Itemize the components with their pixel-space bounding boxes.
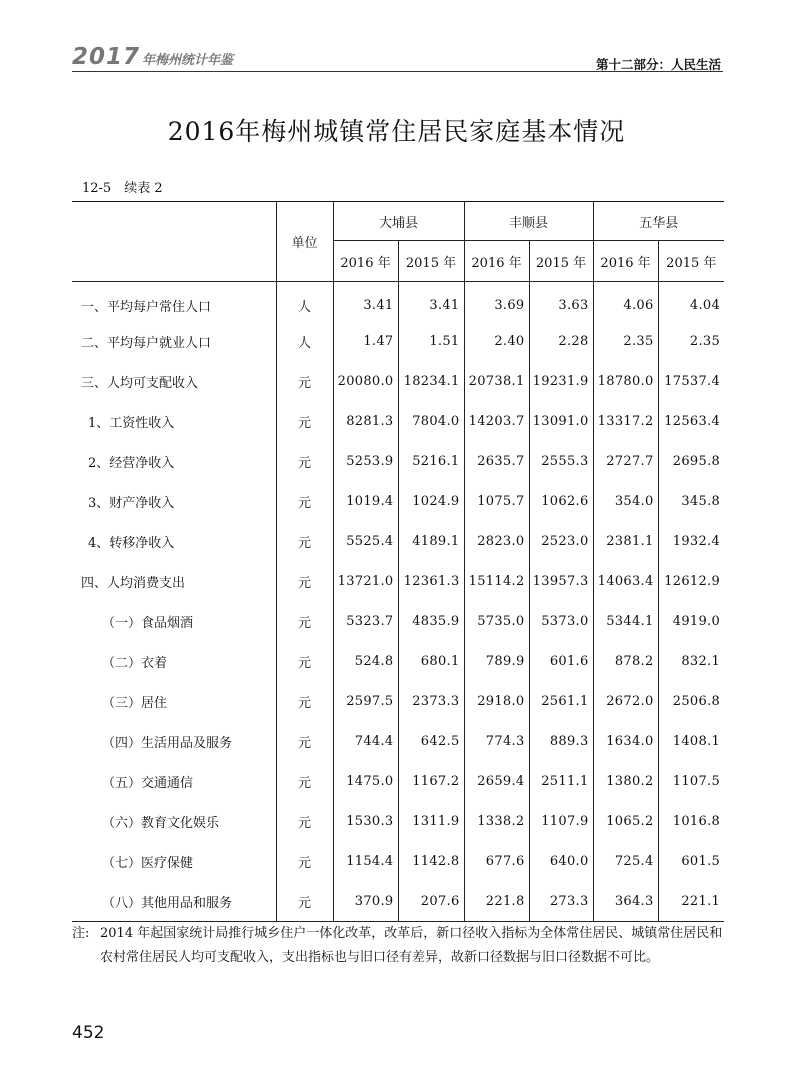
value-cell: 370.9 <box>333 882 398 922</box>
page-number: 452 <box>72 1023 105 1043</box>
row-label: 3、财产净收入 <box>88 496 175 511</box>
book-header <box>72 44 233 70</box>
row-label: （三）居住 <box>102 696 168 711</box>
value-cell: 4.04 <box>658 282 724 322</box>
table-row <box>72 802 724 842</box>
value-cell: 354.0 <box>593 482 658 522</box>
row-unit: 元 <box>276 362 333 402</box>
value-cell: 8281.3 <box>333 402 398 442</box>
value-cell: 1167.2 <box>398 762 464 802</box>
value-cell: 1019.4 <box>333 482 398 522</box>
table-row <box>72 322 724 362</box>
row-label: （八）其他用品和服务 <box>102 895 233 911</box>
value-cell: 1154.4 <box>333 842 398 882</box>
value-cell: 14063.4 <box>593 562 658 602</box>
value-cell: 2695.8 <box>658 442 724 482</box>
row-label: （五）交通通信 <box>102 776 194 791</box>
value-cell: 20738.1 <box>464 362 529 402</box>
row-unit: 元 <box>276 802 333 842</box>
value-cell: 1634.0 <box>593 722 658 762</box>
value-cell: 14203.7 <box>464 402 529 442</box>
year-header: 2016 年 <box>333 241 398 282</box>
value-cell: 2.28 <box>529 322 593 362</box>
value-cell: 5525.4 <box>333 522 398 562</box>
footnote-text: 2014 年起国家统计局推行城乡住户一体化改革，改革后，新口径收入指标为全体常住居民、城镇常住居民和农村常住居民人均可支配收入，支出指标也与旧口径有差异，故新口径数据与旧口径数据不可比。 <box>100 926 723 965</box>
value-cell: 20080.0 <box>333 362 398 402</box>
row-unit: 元 <box>276 442 333 482</box>
value-cell: 221.8 <box>464 882 529 922</box>
value-cell: 2373.3 <box>398 682 464 722</box>
row-label: 二、平均每户就业人口 <box>81 336 212 351</box>
value-cell: 12612.9 <box>658 562 724 602</box>
year-header: 2015 年 <box>529 241 593 282</box>
row-unit: 元 <box>276 642 333 682</box>
value-cell: 364.3 <box>593 882 658 922</box>
value-cell: 5735.0 <box>464 602 529 642</box>
row-unit: 元 <box>276 562 333 602</box>
value-cell: 2381.1 <box>593 522 658 562</box>
row-label: 一、平均每户常住人口 <box>81 300 212 316</box>
value-cell: 1.47 <box>333 322 398 362</box>
value-cell: 1530.3 <box>333 802 398 842</box>
row-unit: 元 <box>276 842 333 882</box>
value-cell: 1107.9 <box>529 802 593 842</box>
row-label: 四、人均消费支出 <box>81 576 186 591</box>
value-cell: 1.51 <box>398 322 464 362</box>
table-row <box>72 842 724 882</box>
value-cell: 5373.0 <box>529 602 593 642</box>
year-header: 2016 年 <box>593 241 658 282</box>
value-cell: 601.6 <box>529 642 593 682</box>
value-cell: 2523.0 <box>529 522 593 562</box>
value-cell: 601.5 <box>658 842 724 882</box>
value-cell: 1075.7 <box>464 482 529 522</box>
county-header: 丰顺县 <box>464 202 593 241</box>
value-cell: 1065.2 <box>593 802 658 842</box>
value-cell: 832.1 <box>658 642 724 682</box>
value-cell: 2561.1 <box>529 682 593 722</box>
year-header: 2015 年 <box>398 241 464 282</box>
value-cell: 2727.7 <box>593 442 658 482</box>
value-cell: 3.69 <box>464 282 529 322</box>
value-cell: 2659.4 <box>464 762 529 802</box>
value-cell: 2555.3 <box>529 442 593 482</box>
table-row <box>72 362 724 402</box>
value-cell: 345.8 <box>658 482 724 522</box>
value-cell: 1475.0 <box>333 762 398 802</box>
value-cell: 2.40 <box>464 322 529 362</box>
table-id: 12-5 续表 2 <box>82 181 163 196</box>
row-unit: 元 <box>276 762 333 802</box>
value-cell: 13957.3 <box>529 562 593 602</box>
value-cell: 2672.0 <box>593 682 658 722</box>
table-row <box>72 602 724 642</box>
value-cell: 2823.0 <box>464 522 529 562</box>
value-cell: 13721.0 <box>333 562 398 602</box>
item-header <box>72 202 276 282</box>
value-cell: 3.41 <box>333 282 398 322</box>
year-header: 2015 年 <box>658 241 724 282</box>
row-unit: 元 <box>276 602 333 642</box>
value-cell: 1142.8 <box>398 842 464 882</box>
value-cell: 2511.1 <box>529 762 593 802</box>
value-cell: 1338.2 <box>464 802 529 842</box>
value-cell: 1932.4 <box>658 522 724 562</box>
row-unit: 元 <box>276 522 333 562</box>
row-unit: 元 <box>276 682 333 722</box>
row-label: （一）食品烟酒 <box>102 616 194 631</box>
table-row <box>72 562 724 602</box>
value-cell: 7804.0 <box>398 402 464 442</box>
value-cell: 3.41 <box>398 282 464 322</box>
county-header: 大埔县 <box>333 202 464 241</box>
year-header: 2016 年 <box>464 241 529 282</box>
value-cell: 221.1 <box>658 882 724 922</box>
value-cell: 1311.9 <box>398 802 464 842</box>
value-cell: 4.06 <box>593 282 658 322</box>
header-book-title: 年梅州统计年鉴 <box>142 53 234 68</box>
value-cell: 18780.0 <box>593 362 658 402</box>
row-unit: 元 <box>276 402 333 442</box>
row-label: （四）生活用品及服务 <box>102 736 233 751</box>
value-cell: 15114.2 <box>464 562 529 602</box>
value-cell: 1107.5 <box>658 762 724 802</box>
value-cell: 640.0 <box>529 842 593 882</box>
row-label: 三、人均可支配收入 <box>81 376 199 391</box>
row-label: （六）教育文化娱乐 <box>102 816 220 831</box>
value-cell: 642.5 <box>398 722 464 762</box>
value-cell: 2635.7 <box>464 442 529 482</box>
row-label: 2、经营净收入 <box>88 456 175 471</box>
value-cell: 2918.0 <box>464 682 529 722</box>
value-cell: 1380.2 <box>593 762 658 802</box>
row-label: 1、工资性收入 <box>88 416 175 431</box>
table-row <box>72 762 724 802</box>
page-title: 2016年梅州城镇常住居民家庭基本情况 <box>167 117 626 146</box>
unit-header: 单位 <box>276 202 333 282</box>
table-row <box>72 722 724 762</box>
value-cell: 4835.9 <box>398 602 464 642</box>
value-cell: 889.3 <box>529 722 593 762</box>
value-cell: 680.1 <box>398 642 464 682</box>
row-unit: 元 <box>276 482 333 522</box>
value-cell: 1024.9 <box>398 482 464 522</box>
row-label: （二）衣着 <box>102 656 168 671</box>
row-unit: 人 <box>276 282 333 322</box>
table-row <box>72 282 724 322</box>
value-cell: 774.3 <box>464 722 529 762</box>
value-cell: 4189.1 <box>398 522 464 562</box>
value-cell: 524.8 <box>333 642 398 682</box>
table-row <box>72 642 724 682</box>
value-cell: 2506.8 <box>658 682 724 722</box>
county-header: 五华县 <box>593 202 724 241</box>
value-cell: 1062.6 <box>529 482 593 522</box>
footnote-label: 注: <box>72 926 90 941</box>
value-cell: 1408.1 <box>658 722 724 762</box>
header-year: 2017 <box>72 44 141 70</box>
value-cell: 19231.9 <box>529 362 593 402</box>
value-cell: 2.35 <box>658 322 724 362</box>
value-cell: 12361.3 <box>398 562 464 602</box>
value-cell: 13091.0 <box>529 402 593 442</box>
value-cell: 744.4 <box>333 722 398 762</box>
value-cell: 5344.1 <box>593 602 658 642</box>
value-cell: 4919.0 <box>658 602 724 642</box>
value-cell: 1016.8 <box>658 802 724 842</box>
table-row <box>72 442 724 482</box>
row-label: 4、转移净收入 <box>88 536 175 551</box>
table-row <box>72 482 724 522</box>
value-cell: 2597.5 <box>333 682 398 722</box>
value-cell: 5323.7 <box>333 602 398 642</box>
statistics-table <box>72 201 724 922</box>
table-row <box>72 522 724 562</box>
value-cell: 13317.2 <box>593 402 658 442</box>
table-row <box>72 882 724 922</box>
row-label: （七）医疗保健 <box>102 856 194 871</box>
value-cell: 3.63 <box>529 282 593 322</box>
value-cell: 2.35 <box>593 322 658 362</box>
header-rule <box>72 71 723 72</box>
section-title: 第十二部分：人民生活 <box>595 57 721 72</box>
value-cell: 878.2 <box>593 642 658 682</box>
table-row <box>72 402 724 442</box>
value-cell: 5216.1 <box>398 442 464 482</box>
value-cell: 207.6 <box>398 882 464 922</box>
value-cell: 17537.4 <box>658 362 724 402</box>
value-cell: 789.9 <box>464 642 529 682</box>
table-row <box>72 682 724 722</box>
value-cell: 273.3 <box>529 882 593 922</box>
row-unit: 元 <box>276 882 333 922</box>
value-cell: 12563.4 <box>658 402 724 442</box>
value-cell: 725.4 <box>593 842 658 882</box>
row-unit: 元 <box>276 722 333 762</box>
value-cell: 677.6 <box>464 842 529 882</box>
footnote <box>72 922 730 970</box>
row-unit: 人 <box>276 322 333 362</box>
value-cell: 5253.9 <box>333 442 398 482</box>
value-cell: 18234.1 <box>398 362 464 402</box>
